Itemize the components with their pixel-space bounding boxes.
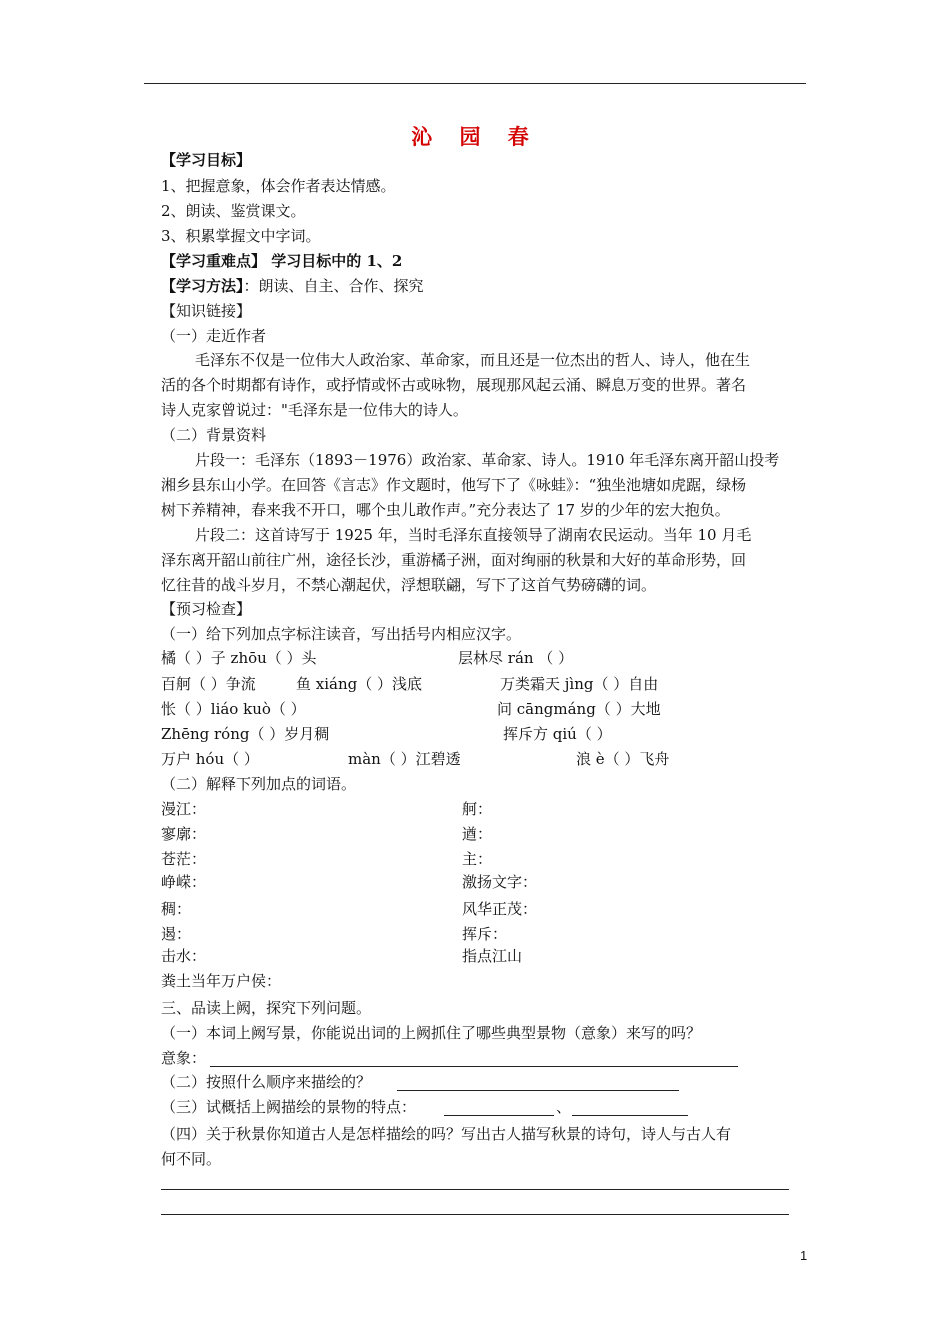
header-rule	[144, 83, 806, 84]
author-paragraph: 毛泽东不仅是一位伟大人政治家、革命家，而且还是一位杰出的哲人、诗人，他在生 活的各个时期都有诗作，或抒情或怀古或咏物，展现那风起云涌、瞬息万变的世界。著名 诗人克家曾说过："毛泽东是一位伟大的诗人。	[161, 351, 751, 419]
goal-item: 3、积累掌握文中字词。	[161, 227, 321, 245]
term-item: 漫江：	[161, 800, 207, 818]
key-points-text: 学习目标中的 1、2	[266, 252, 403, 270]
term-item: 遏：	[161, 925, 192, 943]
pinyin-item: 怅（ ）liáo kuò（ ）	[161, 700, 306, 718]
term-item: 寥廓：	[161, 825, 207, 843]
pinyin-item: màn（ ）江碧透	[348, 750, 461, 768]
section-three-question: （三）试概括上阙描绘的景物的特点：	[161, 1098, 417, 1116]
pinyin-item: 挥斥方 qiú（ ）	[503, 725, 612, 743]
background-heading: （二）背景资料	[161, 426, 267, 444]
goal-item: 1、把握意象，体会作者表达情感。	[161, 177, 396, 195]
methods-text: ：朗读、自主、合作、探究	[243, 277, 424, 295]
term-item: 峥嵘：	[161, 873, 207, 891]
key-points-label: 【学习重难点】	[161, 252, 267, 270]
answer-line[interactable]	[161, 1214, 789, 1215]
pinyin-item: 浪 è（ ）飞舟	[576, 750, 670, 768]
pinyin-item: 问 cāngmáng（ ）大地	[497, 700, 661, 718]
preview-question-one: （一）给下列加点字标注读音，写出括号内相应汉字。	[161, 625, 522, 643]
feature-answer-line[interactable]	[444, 1115, 554, 1116]
section-three-heading: 三、品读上阙，探究下列问题。	[161, 999, 372, 1017]
pinyin-item: 层林尽 rán （ ）	[458, 649, 574, 667]
answer-line[interactable]	[161, 1189, 789, 1190]
pinyin-item: 鱼 xiáng（ ）浅底	[296, 675, 422, 693]
section-three-question-four: （四）关于秋景你知道古人是怎样描绘的吗？写出古人描写秋景的诗句，诗人与古人有 何不同。	[161, 1125, 732, 1168]
links-heading: 【知识链接】	[161, 302, 252, 320]
term-item: 稠：	[161, 900, 192, 918]
methods-label: 【学习方法】	[161, 277, 244, 295]
page-number: 1	[800, 1248, 808, 1263]
term-item: 粪土当年万户侯：	[161, 972, 282, 990]
term-item: 遒：	[462, 825, 493, 843]
pinyin-item: Zhēng róng（ ）岁月稠	[161, 725, 330, 743]
term-item: 指点江山	[462, 947, 523, 965]
goal-item: 2、朗读、鉴赏课文。	[161, 202, 306, 220]
section-three-question: （二）按照什么顺序来描绘的？	[161, 1073, 372, 1091]
pinyin-item: 橘（ ）子 zhōu（ ）头	[161, 649, 317, 667]
term-item: 击水：	[161, 947, 207, 965]
term-item: 主：	[462, 850, 493, 868]
term-item: 舸：	[462, 800, 493, 818]
methods	[161, 276, 424, 296]
feature-separator: 、	[556, 1098, 572, 1116]
order-answer-line[interactable]	[397, 1090, 679, 1091]
imagery-label: 意象：	[161, 1049, 207, 1067]
term-item: 苍茫：	[161, 850, 207, 868]
preview-question-two: （二）解释下列加点的词语。	[161, 775, 357, 793]
fragment-two: 片段二：这首诗写于 1925 年，当时毛泽东直接领导了湖南农民运动。当年 10 月毛 泽东离开韶山前往广州，途径长沙，重游橘子洲，面对绚丽的秋景和大好的革命形势，回 忆往昔的战斗岁月，不禁心潮起伏，浮想联翩，写下了这首气势磅礴的词。	[161, 526, 752, 594]
goals-heading: 【学习目标】	[161, 151, 252, 169]
pinyin-item: 万类霜天 jìng（ ）自由	[500, 675, 659, 693]
fragment-one: 片段一：毛泽东（1893－1976）政治家、革命家、诗人。1910 年毛泽东离开韶山投考 湘乡县东山小学。在回答《言志》作文题时，他写下了《咏蛙》：“独坐池塘如虎踞，绿杨 树下养精神，春来我不开口，哪个虫儿敢作声。”充分表达了 17 岁的少年的宏大抱负。	[161, 451, 780, 519]
page-title: 沁 园 春	[411, 124, 539, 149]
term-item: 激扬文字：	[462, 873, 538, 891]
term-item: 挥斥：	[462, 925, 508, 943]
preview-heading: 【预习检查】	[161, 600, 252, 618]
key-points	[161, 251, 402, 271]
author-heading: （一）走近作者	[161, 327, 267, 345]
pinyin-item: 百舸（ ）争流	[161, 675, 256, 693]
section-three-question: （一）本词上阙写景，你能说出词的上阙抓住了哪些典型景物（意象）来写的吗？	[161, 1024, 702, 1042]
pinyin-item: 万户 hóu（ ）	[161, 750, 259, 768]
term-item: 风华正茂：	[462, 900, 538, 918]
feature-answer-line[interactable]	[572, 1115, 688, 1116]
imagery-answer-line[interactable]	[210, 1066, 738, 1067]
